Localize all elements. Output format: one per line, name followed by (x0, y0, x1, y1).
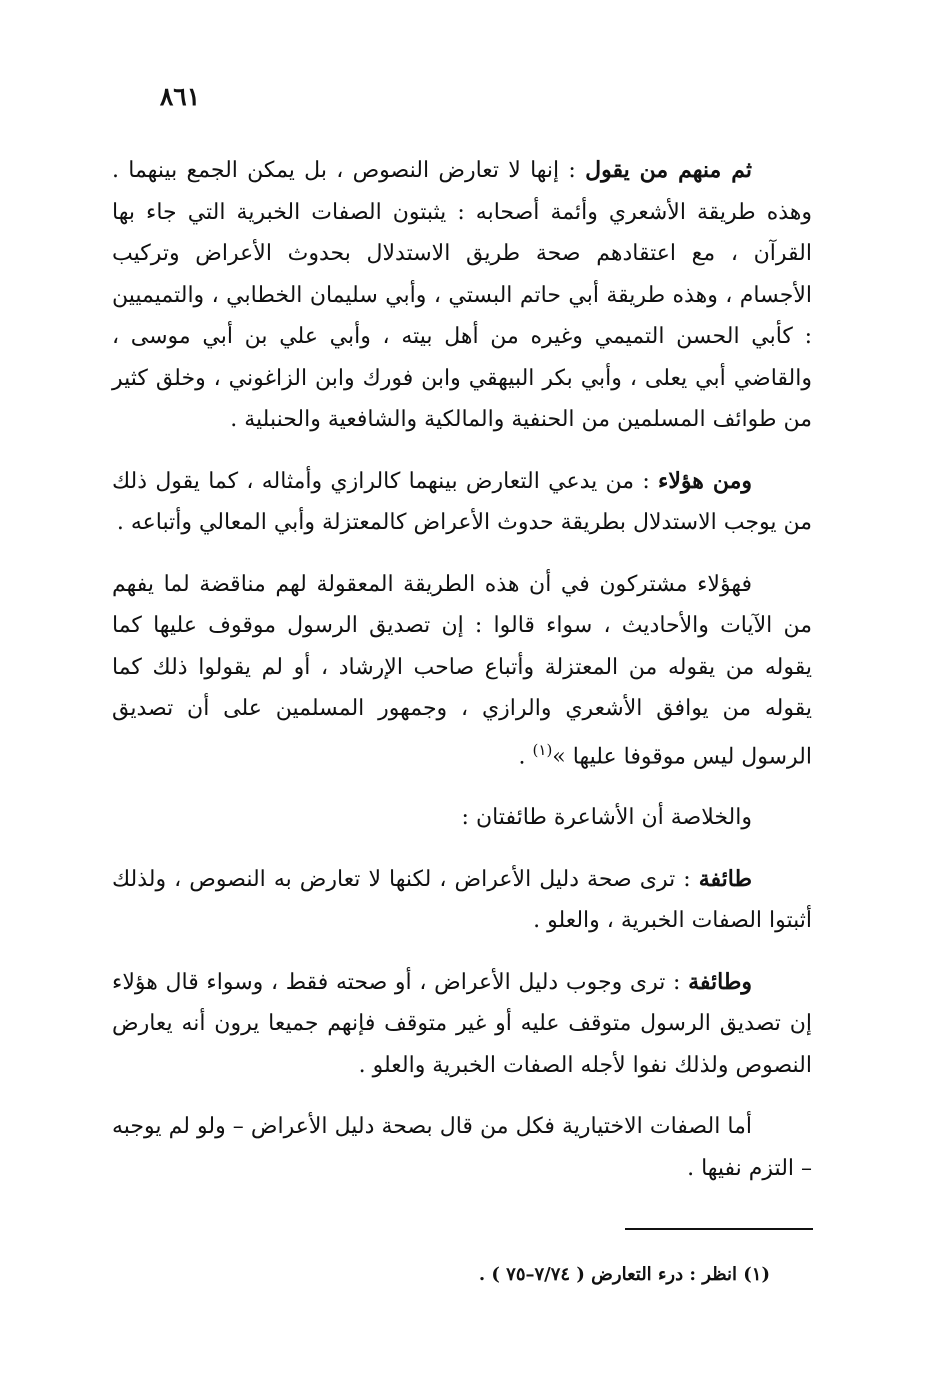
paragraph-text: : ترى وجوب دليل الأعراض ، أو صحته فقط ، وسواء قال هؤلاء إن تصديق الرسول متوقف عليه أو غير متوقف فإنهم جميعا يرون أنه يعارض النصوص ولذلك نفوا لأجله الصفات الخبرية والعلو . (112, 969, 812, 1078)
paragraph-6 (112, 962, 812, 1087)
paragraph-3 (112, 564, 812, 778)
paragraph-tail: . (518, 743, 533, 769)
paragraph-text: : من يدعي التعارض بينهما كالرازي وأمثاله ، كما يقول ذلك من يوجب الاستدلال بطريقة حدوث الأعراض كالمعتزلة وأبي المعالي وأتباعه . (112, 468, 812, 535)
footnote: (١) انظر : درء التعارض ( ٧/٧٤–٧٥ ) . (478, 1264, 770, 1285)
page-number: ٨٦١ (159, 82, 201, 111)
paragraph-lead: وطائفة (688, 968, 752, 995)
paragraph-lead: ومن هؤلاء (658, 467, 752, 494)
paragraph-1 (112, 150, 812, 441)
paragraph-text: فهؤلاء مشتركون في أن هذه الطريقة المعقولة لهم مناقضة لما يفهم من الآيات والأحاديث ، سواء قالوا : إن تصديق الرسول موقوف عليها كما يقوله من يقوله من المعتزلة وأتباع صاحب الإرشاد ، أو لم يقولوا ذلك كما يقوله من يوافق الأشعري والرازي ، وجمهور المسلمين على أن تصديق الرسول ليس موقوفا عليها » (112, 571, 812, 769)
footnote-divider (625, 1228, 813, 1230)
paragraph-5 (112, 859, 812, 942)
paragraph-text: : ترى صحة دليل الأعراض ، لكنها لا تعارض به النصوص ، ولذلك أثبتوا الصفات الخبرية ، والعلو . (112, 866, 812, 934)
paragraph-2 (112, 461, 812, 544)
footnote-reference: (١) (532, 740, 553, 759)
paragraph-7 (112, 1106, 812, 1189)
paragraph-lead: طائفة (698, 865, 752, 892)
paragraph-lead: ثم منهم من يقول (585, 157, 752, 183)
main-text (112, 150, 812, 1209)
paragraph-text: : إنها لا تعارض النصوص ، بل يمكن الجمع بينهما . وهذه طريقة الأشعري وأئمة أصحابه : يثبتون الصفات الخبرية التي جاء بها القرآن ، مع اعتقادهم صحة طريق الاستدلال بحدوث الأعراض وتركيب الأجسام ، وهذه طريقة أبي حاتم البستي ، وأبي سليمان الخطابي ، والتميميين : كأبي الحسن التميمي وغيره من أهل بيته ، وأبي علي بن أبي موسى ، والقاضي أبي يعلى ، وأبي بكر البيهقي وابن فورك وابن الزاغوني ، وخلق كثير من طوائف المسلمين من الحنفية والمالكية والشافعية والحنبلية . (112, 158, 812, 432)
paragraph-text: والخلاصة أن الأشاعرة طائفتان : (461, 805, 752, 831)
paragraph-4 (112, 797, 812, 839)
paragraph-text: أما الصفات الاختيارية فكل من قال بصحة دليل الأعراض – ولو لم يوجبه – التزم نفيها . (112, 1114, 812, 1181)
